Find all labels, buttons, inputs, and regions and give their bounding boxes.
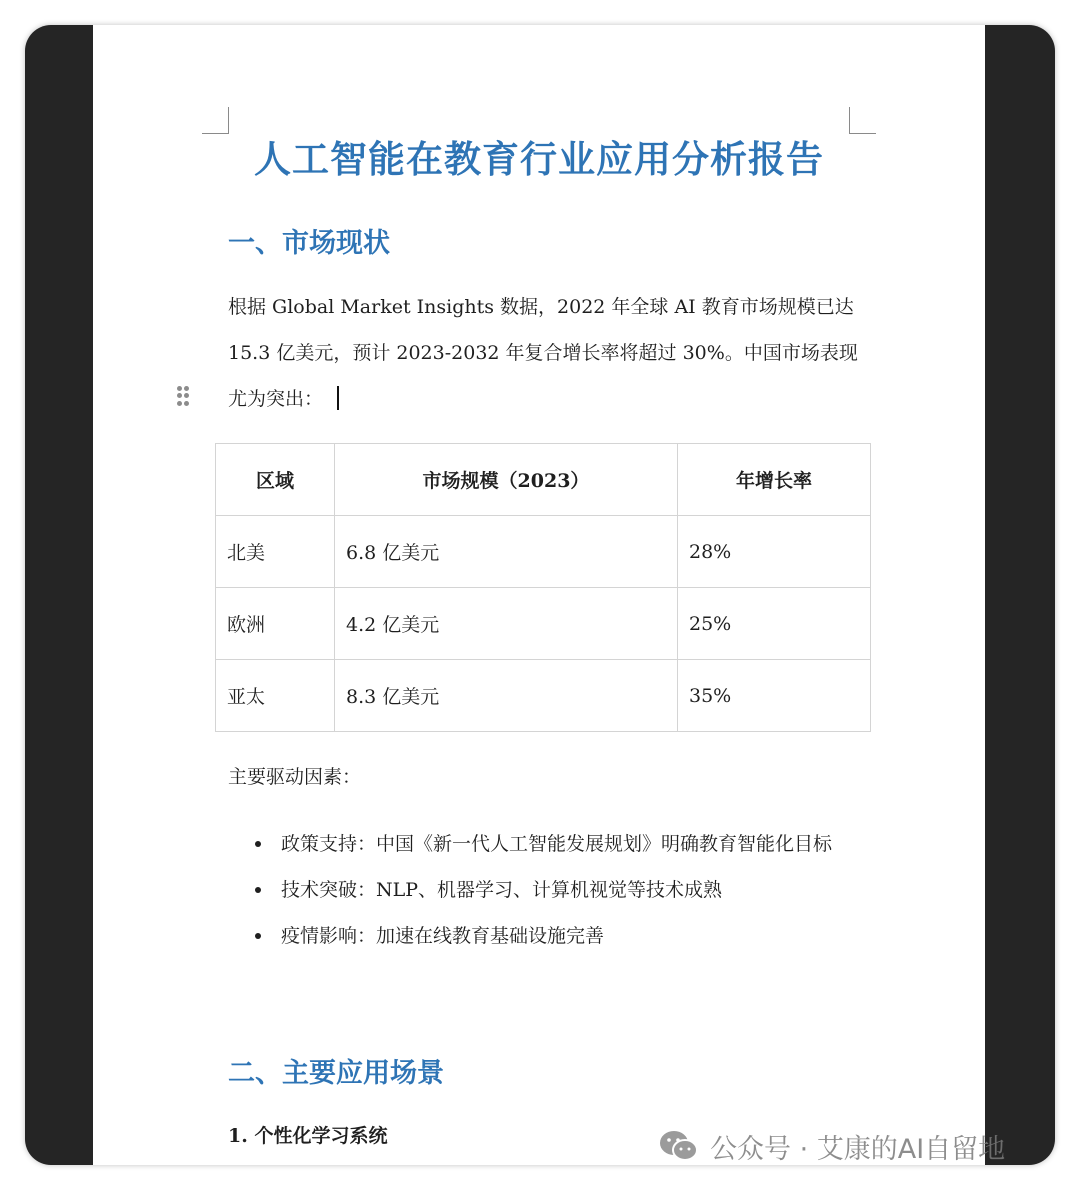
list-item: 政策支持：中国《新一代人工智能发展规划》明确教育智能化目标 [228, 821, 868, 867]
section-heading-scenarios: 二、主要应用场景 [228, 1058, 444, 1089]
subsection-heading: 1. 个性化学习系统 [228, 1125, 388, 1147]
section-heading-market: 一、市场现状 [228, 228, 390, 259]
table-row [216, 516, 871, 588]
editor-window [25, 25, 1055, 1165]
table-header-cell: 区域 [216, 444, 335, 516]
table-header-cell: 年增长率 [678, 444, 871, 516]
list-item: 技术突破：NLP、机器学习、计算机视觉等技术成熟 [228, 867, 868, 913]
intro-text: 根据 Global Market Insights 数据，2022 年全球 AI 教育市场规模已达 15.3 亿美元，预计 2023-2032 年复合增长率将超过 30%。中国市场表现尤为突出： [228, 296, 858, 410]
table-cell[interactable]: 8.3 亿美元 [335, 660, 678, 732]
table-cell[interactable]: 亚太 [216, 660, 335, 732]
table-cell[interactable]: 25% [678, 588, 871, 660]
table-header-cell: 市场规模（2023） [335, 444, 678, 516]
watermark-text: 公众号 · 艾康的AI自留地 [710, 1133, 1006, 1165]
document-page[interactable] [93, 25, 985, 1165]
table-cell[interactable]: 欧洲 [216, 588, 335, 660]
table-cell[interactable]: 北美 [216, 516, 335, 588]
table-cell[interactable]: 6.8 亿美元 [335, 516, 678, 588]
intro-paragraph[interactable] [228, 284, 868, 422]
table-row [216, 588, 871, 660]
drivers-list [228, 821, 868, 959]
drivers-label: 主要驱动因素： [228, 766, 362, 788]
watermark [658, 1126, 1005, 1166]
document-title: 人工智能在教育行业应用分析报告 [254, 137, 824, 181]
list-item: 疫情影响：加速在线教育基础设施完善 [228, 913, 868, 959]
wechat-icon [658, 1128, 700, 1164]
table-cell[interactable]: 35% [678, 660, 871, 732]
table-row [216, 660, 871, 732]
table-header-row [216, 444, 871, 516]
market-table [215, 443, 871, 732]
table-cell[interactable]: 4.2 亿美元 [335, 588, 678, 660]
text-cursor [337, 386, 339, 410]
block-drag-handle-icon[interactable] [177, 386, 189, 406]
table-cell[interactable]: 28% [678, 516, 871, 588]
